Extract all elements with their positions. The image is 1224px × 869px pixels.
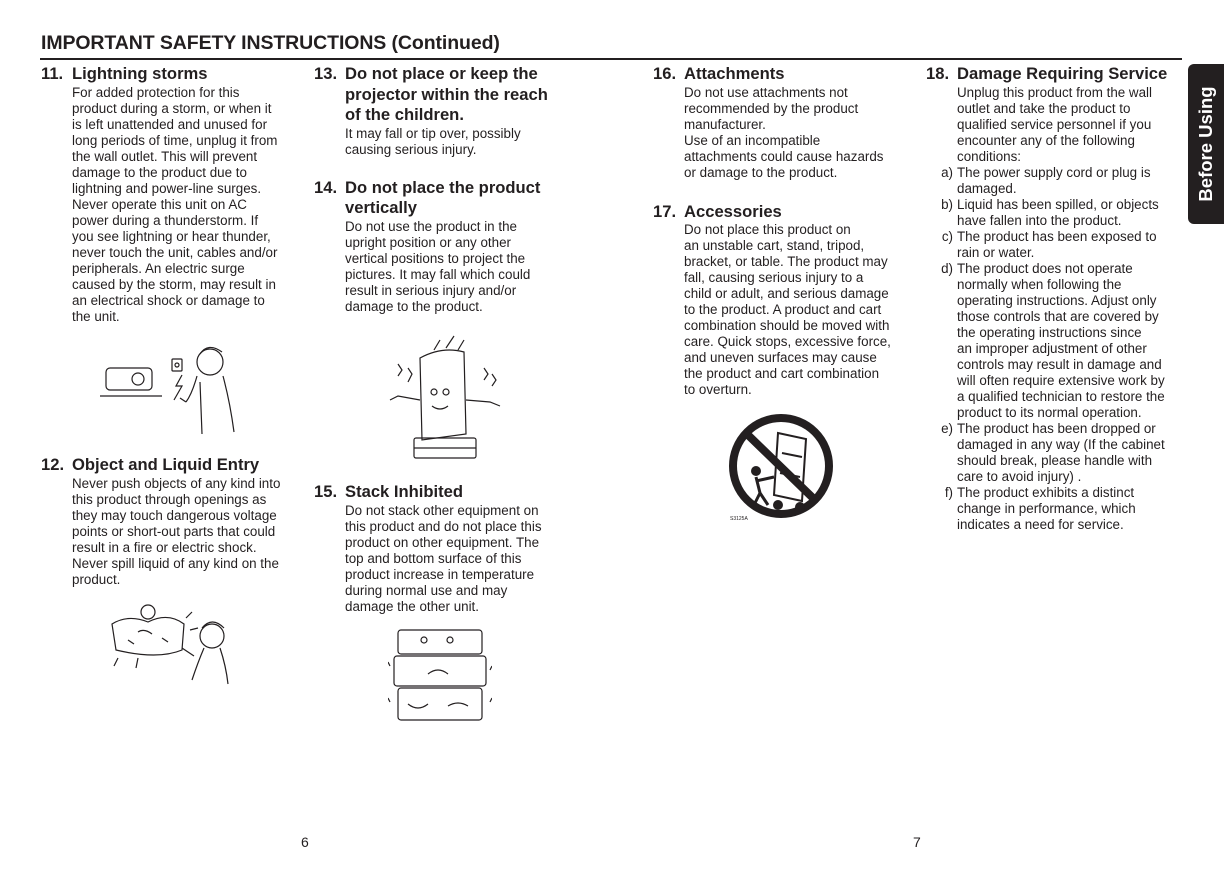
list-item xyxy=(926,229,1188,261)
section-title: Damage Requiring Service xyxy=(957,64,1168,83)
section-title: Object and Liquid Entry xyxy=(72,455,260,474)
list-item-label: f) xyxy=(944,484,953,500)
list-item-label: b) xyxy=(941,196,953,212)
condition-list xyxy=(926,165,1188,533)
section-body: For added protection for this product during a storm, or when it is left unattended and unused for long periods of time, unplug it from the wall outlet. This will prevent damage to the product due to lightning and power-line surges. Never operate this unit on AC power during a thunderstorm. If you see lightning or hear thunder, never touch the unit, cables and/or peripherals. An electric surge caused by the storm, may result in an electrical shock or damage to the unit. xyxy=(72,84,278,324)
section-number: 12. xyxy=(41,455,65,474)
section-body: Do not use attachments not recommended by the product manufacturer. Use of an incompatible attachments could cause hazards or damage to the product. xyxy=(684,84,884,180)
column-1-lower xyxy=(41,455,303,588)
section-18 xyxy=(926,64,1188,533)
list-item-label: d) xyxy=(941,260,953,276)
header-rule xyxy=(40,58,1182,60)
section-title: Do not place the product vertically xyxy=(345,177,541,217)
section-body: Do not use the product in the upright position or any other vertical positions to project the pictures. It may fall which could result in serious injury and/or damage to the product. xyxy=(345,218,531,314)
section-body: It may fall or tip over, possibly causing serious injury. xyxy=(345,125,521,157)
side-tab-label: Before Using xyxy=(1195,86,1216,202)
list-item-text: The product has been dropped or damaged in any way (If the cabinet should break, please handle with care to avoid injury) . xyxy=(957,420,1165,484)
list-item-text: The product does not operate normally when following the operating instructions. Adjust only those controls that are covered by the operating instructions since an improper adjustment of other controls may result in damage and will often require extensive work by a qualified technician to restore the product to its normal operation. xyxy=(957,260,1165,420)
column-2 xyxy=(314,64,584,315)
vertical-projector-illustration xyxy=(372,330,514,466)
cart-warning-icon xyxy=(726,413,836,523)
list-item xyxy=(926,165,1188,197)
section-13 xyxy=(314,64,584,158)
section-12 xyxy=(41,455,303,588)
section-body: Do not place this product on an unstable cart, stand, tripod, bracket, or table. The product may fall, causing serious injury to a child or adult, and serious damage to the product. A product and cart combination should be moved with care. Quick stops, excessive force, and uneven surfaces may cause the product and cart combination to overturn. xyxy=(684,222,891,397)
section-number: 16. xyxy=(653,64,677,83)
section-number: 17. xyxy=(653,201,677,221)
column-2-lower xyxy=(314,482,584,615)
section-body: Unplug this product from the wall outlet and take the product to qualified service personnel if you encounter any of the following conditions: xyxy=(957,84,1153,164)
section-title: Accessories xyxy=(684,201,782,221)
figure-code: S3125A xyxy=(730,516,748,522)
list-item xyxy=(926,485,1188,533)
section-heading xyxy=(653,64,915,85)
section-title: Stack Inhibited xyxy=(345,482,464,501)
section-heading xyxy=(41,64,303,85)
section-body: Do not stack other equipment on this product and do not place this product on other equipment. The top and bottom surface of this product increase in temperature during normal use and may damage the other unit. xyxy=(345,502,542,614)
section-number: 15. xyxy=(314,482,338,501)
page-number-right: 7 xyxy=(913,834,921,850)
list-item-label: a) xyxy=(941,164,953,180)
list-item xyxy=(926,421,1188,485)
section-number: 11. xyxy=(41,64,64,83)
list-item xyxy=(926,261,1188,421)
section-heading xyxy=(314,482,584,503)
section-15 xyxy=(314,482,584,615)
section-title: Lightning storms xyxy=(72,64,208,83)
list-item-text: The product has been exposed to rain or water. xyxy=(957,228,1157,260)
list-item-text: The power supply cord or plug is damaged. xyxy=(957,164,1151,196)
section-title: Attachments xyxy=(684,64,785,83)
section-17 xyxy=(653,202,915,399)
liquid-entry-illustration xyxy=(108,600,232,686)
section-heading xyxy=(314,178,584,219)
section-body: Never push objects of any kind into this product through openings as they may touch dangerous voltage points or short-out parts that could result in a fire or electric shock. Never spill liquid of any kind on the product. xyxy=(72,475,281,587)
column-3 xyxy=(653,64,915,398)
page-title: IMPORTANT SAFETY INSTRUCTIONS (Continued) xyxy=(41,32,500,54)
list-item-label: e) xyxy=(941,420,953,436)
section-16 xyxy=(653,64,915,181)
list-item-label: c) xyxy=(941,228,953,244)
stacked-equipment-illustration xyxy=(388,626,492,724)
section-number: 14. xyxy=(314,177,338,197)
section-11 xyxy=(41,64,303,325)
list-item xyxy=(926,197,1188,229)
list-item-text: The product exhibits a distinct change in performance, which indicates a need for service. xyxy=(957,484,1136,532)
column-1 xyxy=(41,64,303,325)
section-heading xyxy=(314,64,584,126)
section-heading xyxy=(926,64,1188,85)
section-heading xyxy=(653,202,915,223)
column-4 xyxy=(926,64,1188,533)
list-item-text: Liquid has been spilled, or objects have fallen into the product. xyxy=(957,196,1159,228)
page-number-left: 6 xyxy=(301,834,309,850)
section-heading xyxy=(41,455,303,476)
section-number: 13. xyxy=(314,64,338,83)
section-number: 18. xyxy=(926,64,950,83)
side-tab xyxy=(1188,64,1224,224)
lightning-illustration xyxy=(100,342,242,438)
section-14 xyxy=(314,178,584,315)
section-title: Do not place or keep the projector within the reach of the children. xyxy=(345,64,548,124)
